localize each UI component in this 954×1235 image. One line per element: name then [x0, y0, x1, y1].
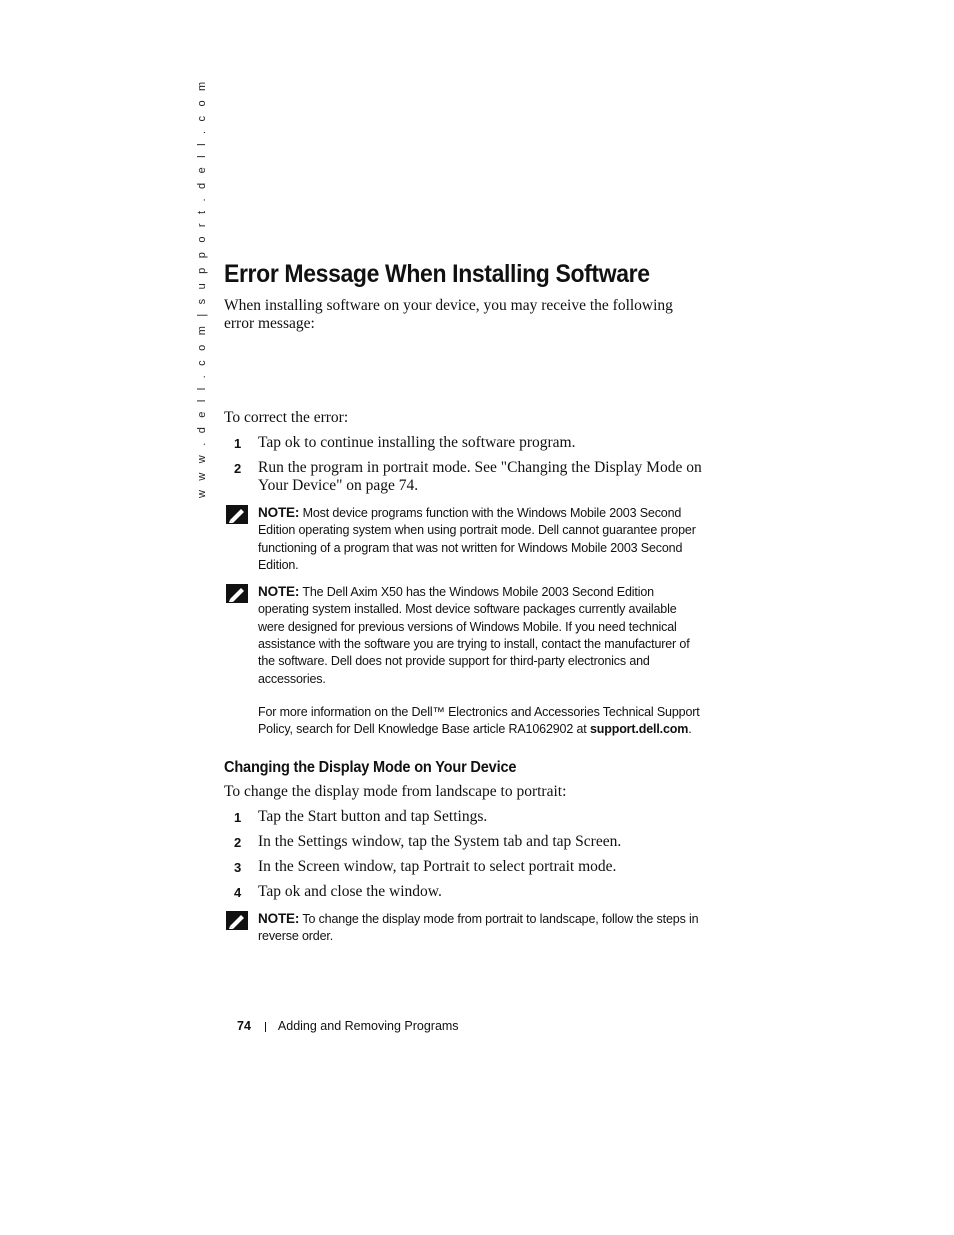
error-message-placeholder: [224, 333, 704, 409]
note-box: [224, 504, 704, 574]
ui-term: Settings: [297, 832, 348, 850]
lead-paragraph: To correct the error:: [224, 409, 349, 426]
step-number: 3: [234, 859, 242, 875]
page-footer: [237, 1019, 459, 1033]
note-paragraph: For more information on the Dell™ Electronics and Accessories Technical Support Policy, search for Dell Knowledge Base article RA1062902 at support.dell.com.: [258, 704, 700, 737]
step-number: 2: [234, 461, 242, 476]
note-pencil-icon: [226, 911, 248, 930]
note-box: [224, 910, 704, 946]
list-item: 1 Tap ok to continue installing the software program.: [234, 434, 576, 451]
note-label: NOTE:: [258, 584, 300, 600]
page-content: [224, 258, 704, 945]
note-label: NOTE:: [258, 910, 300, 926]
subsection-title: Changing the Display Mode on Your Device: [224, 758, 517, 776]
note-box: [224, 583, 704, 738]
list-item: 1 Tap the Start button and tap Settings.: [234, 807, 488, 825]
note-pencil-icon: [226, 505, 248, 524]
intro-paragraph: When installing software on your device, you may receive the following error message:: [224, 297, 673, 332]
ui-term: ok: [284, 434, 301, 451]
side-url: w w w . d e l l . c o m | s u p p o r t . d e l l . c o m: [196, 78, 208, 498]
footer-title: Adding and Removing Programs: [277, 1019, 459, 1033]
list-item: 3 In the Screen window, tap Portrait to select portrait mode.: [234, 857, 617, 875]
note-text: The Dell Axim X50 has the Windows Mobile 2003 Second Edition operating system installed. Most device software packages currently available were designed for previous versions of Windows Mobile. If you need technical assistance with the software you are trying to install, contact the manufacturer of the software. Dell does not provide support for third-party electronics and accessories.: [258, 585, 690, 686]
list-item: 2 In the Settings window, tap the System tab and tap Screen.: [234, 832, 622, 850]
ui-term: System: [453, 832, 500, 850]
footer-divider: [265, 1022, 266, 1032]
note-pencil-icon: [226, 584, 248, 603]
step-number: 1: [234, 436, 242, 451]
list-item: 2 Run the program in portrait mode. See "Changing the Display Mode on Your Device" on page 74.: [234, 459, 702, 494]
section-title: Error Message When Installing Software: [224, 260, 650, 288]
ui-term: Screen: [575, 832, 618, 850]
ui-term: Screen: [297, 857, 340, 875]
list-item: 4 Tap ok and close the window.: [234, 882, 442, 900]
step-number: 1: [234, 809, 242, 825]
note-label: NOTE:: [258, 505, 300, 520]
step-number: 4: [234, 884, 242, 900]
support-link[interactable]: support.dell.com: [589, 722, 689, 737]
ui-term: Start: [307, 807, 337, 825]
steps-list: [224, 434, 704, 495]
ui-term: Settings: [433, 807, 484, 825]
step-number: 2: [234, 834, 242, 850]
lead-paragraph: To change the display mode from landscape to portrait:: [224, 782, 567, 800]
note-text: Most device programs function with the Windows Mobile 2003 Second Edition operating system when using portrait mode. Dell cannot guarantee proper functioning of a program that was not written for Windows Mobile 2003 Second Edition.: [258, 506, 696, 572]
ui-term: Portrait: [423, 857, 470, 875]
page-number: 74: [237, 1019, 251, 1033]
note-text: To change the display mode from portrait to landscape, follow the steps in reverse order.: [258, 911, 699, 943]
ui-term: ok: [284, 882, 301, 900]
steps-list: [224, 808, 704, 901]
